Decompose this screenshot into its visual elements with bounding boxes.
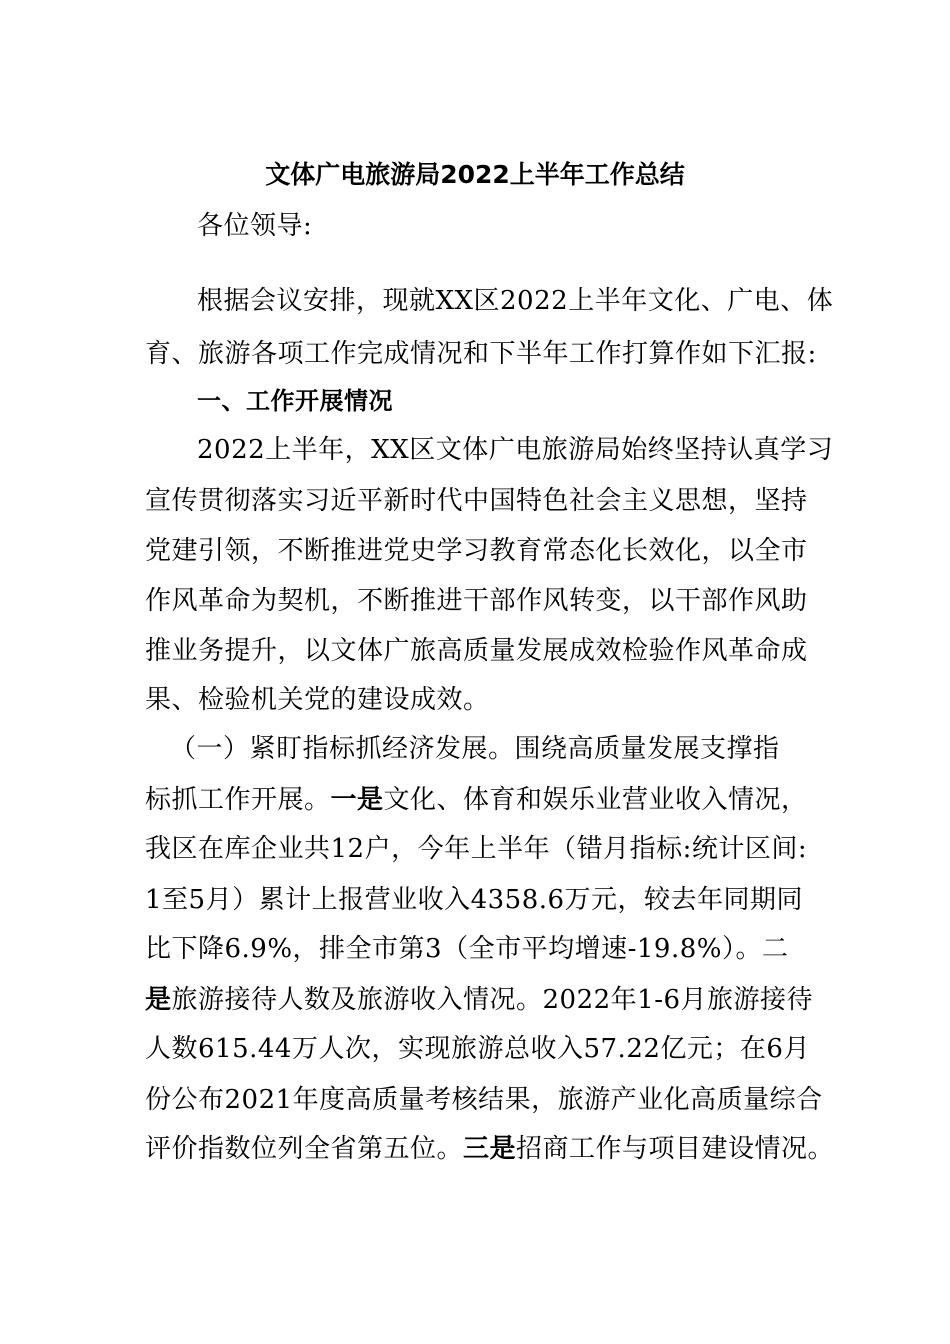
paragraph-line: 作风革命为契机，不断推进干部作风转变，以干部作风助 [145,586,808,616]
text-span: 文化、体育和娱乐业营业收入情况， [383,785,808,815]
paragraph-line: 份公布2021年度高质量考核结果，旅游产业化高质量综合 [145,1085,823,1115]
paragraph-line: 2022上半年，XX区文体广电旅游局始终坚持认真学习 [197,435,834,465]
subsection-line: （一）紧盯指标抓经济发展。围绕高质量发展支撑指 [170,734,780,764]
intro-line-1: 根据会议安排，现就XX区2022上半年文化、广电、体 [197,286,834,316]
document-title: 文体广电旅游局2022上半年工作总结 [265,160,685,189]
text-span: 招商工作与项目建设情况。 [516,1134,835,1164]
paragraph-line: 比下降6.9%，排全市第3（全市平均增速-19.8%）。二 [145,934,789,964]
paragraph-line: 推业务提升，以文体广旅高质量发展成效检验作风革命成 [145,636,808,666]
emphasis-text: 三是 [463,1134,517,1164]
paragraph-line: 人数615.44万人次，实现旅游总收入57.22亿元；在6月 [145,1034,810,1064]
section-heading: 一、工作开展情况 [197,387,393,415]
text-span: 评价指数位列全省第五位。 [145,1134,464,1164]
paragraph-line [145,1129,834,1169]
intro-line-2: 育、旅游各项工作完成情况和下半年工作打算作如下汇报: [145,339,817,369]
paragraph-line: 我区在库企业共12户，今年上半年（错月指标:统计区间: [145,834,808,864]
paragraph-line: 宣传贯彻落实习近平新时代中国特色社会主义思想，坚持 [145,486,808,516]
paragraph-line [145,980,813,1020]
text-span: 旅游接待人数及旅游收入情况。2022年1-6月旅游接待 [171,985,814,1015]
emphasis-text: 一是 [330,785,384,815]
text-span: 标抓工作开展。 [145,785,331,815]
paragraph-line: 1至5月）累计上报营业收入4358.6万元，较去年同期同 [145,885,804,915]
salutation: 各位领导: [197,211,313,241]
paragraph-line: 果、检验机关党的建设成效。 [145,685,490,715]
paragraph-line [145,780,808,820]
emphasis-text: 是 [145,985,172,1015]
paragraph-line: 党建引领，不断推进党史学习教育常态化长效化，以全市 [145,536,808,566]
